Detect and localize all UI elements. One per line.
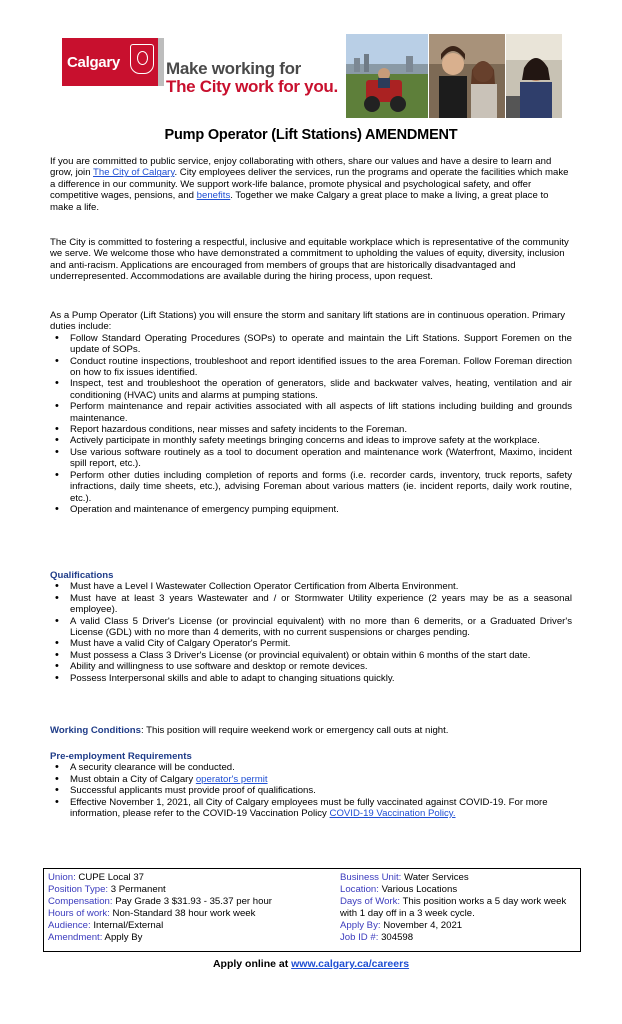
working-conditions <box>50 725 572 736</box>
business-unit-row <box>340 872 578 884</box>
amendment-row <box>48 932 334 944</box>
business-unit-value: Water Services <box>401 872 469 883</box>
list-item: • Perform other duties including completion of reports and forms (i.e. recorder cards, inventory, truck reports, safety infractions, daily time sheets, etc.), advising Foreman about various matters (ie. incident reports, daily work routine, etc.). <box>50 470 572 504</box>
working-conditions-text: : This position will require weekend work or emergency call outs at night. <box>140 725 449 736</box>
duties-list <box>50 333 572 516</box>
inclusion-paragraph: The City is committed to fostering a respectful, inclusive and equitable workplace which is representative of the community we serve. We welcome those who have demonstrated a commitment to upholding the values of equity, diversity, inclusion and anti-racism. Applications are encouraged from members of groups that are historically disadvantaged and underrepresented. Accommodations are available during the hiring process, upon request. <box>50 237 569 283</box>
location-row <box>340 884 578 896</box>
summary-right-column <box>340 872 578 944</box>
logo-text: Calgary <box>67 53 120 71</box>
list-item: • Conduct routine inspections, troubleshoot and report identified issues to the area Foreman. Follow Foreman direction on how to fix issues identified. <box>50 356 572 379</box>
location-label: Location: <box>340 884 379 895</box>
vaccination-text: Effective November 1, 2021, all City of Calgary employees must be fully vaccinated against COVID-19. For more information, please refer to the COVID-19 Vaccination Policy <box>70 796 548 820</box>
audience-label: Audience: <box>48 920 91 931</box>
list-item: • Must have at least 3 years Wastewater and / or Stormwater Utility experience (2 years may be as a seasonal employee). <box>50 593 572 616</box>
hours-label: Hours of work: <box>48 908 110 919</box>
working-conditions-heading: Working Conditions <box>50 725 141 736</box>
vaccination-policy-link[interactable]: COVID-19 Vaccination Policy. <box>329 808 456 820</box>
logo-divider <box>158 38 164 86</box>
qualifications-list <box>50 581 572 684</box>
intro-text-2: . City employees deliver the services, run the programs and operate the facilities which make a difference in our community. We support work-life balance, promote physical and psychological safety, and offer competitive wages, pensions, and <box>50 167 569 202</box>
tagline-line1: Make working for <box>166 59 302 78</box>
audience-row <box>48 920 334 932</box>
compensation-label: Compensation: <box>48 896 113 907</box>
pre-employment-list <box>50 762 572 819</box>
qualifications-heading: Qualifications <box>50 570 114 581</box>
qualifications-section <box>50 570 572 684</box>
pre-employment-section <box>50 751 572 819</box>
apply-by-row <box>340 920 578 932</box>
list-item: • Operation and maintenance of emergency pumping equipment. <box>50 504 572 515</box>
business-unit-label: Business Unit: <box>340 872 402 883</box>
hours-row <box>48 908 334 920</box>
job-id-label: Job ID #: <box>340 932 379 943</box>
audience-value: Internal/External <box>90 920 164 931</box>
job-summary-table <box>43 868 581 952</box>
apply-online <box>0 958 622 970</box>
hours-value: Non-Standard 38 hour work week <box>109 908 256 919</box>
list-item: • Must have a Level I Wastewater Collection Operator Certification from Alberta Environment. <box>50 581 572 592</box>
list-item: • A security clearance will be conducted. <box>50 762 572 773</box>
duties-intro: As a Pump Operator (Lift Stations) you will ensure the storm and sanitary lift stations are in continuous operation. Primary duties include: <box>50 310 566 333</box>
days-of-work-value: This position works a 5 day work week with 1 day off in a 3 week cycle. <box>340 896 567 919</box>
position-type-row <box>48 884 334 896</box>
days-of-work-row <box>340 896 578 920</box>
crest-icon <box>130 44 154 74</box>
compensation-value: Pay Grade 3 $31.93 - 35.37 per hour <box>112 896 272 907</box>
list-item: • Must possess a Class 3 Driver's License (or provincial equivalent) or obtain within 6 months of the start date. <box>50 650 572 661</box>
amendment-value: Apply By <box>102 932 143 943</box>
job-id-row <box>340 932 578 944</box>
intro-text-1: If you are committed to public service, enjoy collaborating with others, share our values and have a desire to learn and grow, join <box>50 156 552 179</box>
list-item: • Perform maintenance and repair activities associated with all aspects of lift stations including building and grounds maintenance. <box>50 401 572 424</box>
list-item <box>50 797 572 820</box>
compensation-row <box>48 896 334 908</box>
list-item: • Inspect, test and troubleshoot the operation of generators, slide and backwater valves, heating, ventilation and air conditioning (HVAC) units and alarms at pumping stations. <box>50 378 572 401</box>
union-value: CUPE Local 37 <box>75 872 144 883</box>
header-banner <box>62 34 562 118</box>
office-workers-photo <box>429 34 505 118</box>
list-item: • Actively participate in monthly safety meetings bringing concerns and ideas to improve safety at the workplace. <box>50 435 572 446</box>
intro-paragraph <box>50 156 572 213</box>
union-row <box>48 872 334 884</box>
list-item: • Successful applicants must provide proof of qualifications. <box>50 785 572 796</box>
intro-text-3: . Together we make Calgary a great place to make a living, a great place to make a life. <box>50 190 549 213</box>
union-label: Union: <box>48 872 76 883</box>
bus-driver-photo <box>506 34 562 118</box>
operators-permit-link[interactable]: operator's permit <box>195 773 268 785</box>
list-item: • Follow Standard Operating Procedures (SOPs) to operate and maintain the Lift Stations. Support Foremen on the update of SOPs. <box>50 333 572 356</box>
summary-left-column <box>48 872 334 944</box>
list-item <box>50 774 572 785</box>
permit-text: Must obtain a City of Calgary <box>70 773 196 785</box>
pre-employment-heading: Pre-employment Requirements <box>50 751 192 762</box>
apply-by-value: November 4, 2021 <box>380 920 463 931</box>
position-type-value: 3 Permanent <box>108 884 166 895</box>
list-item: • Must have a valid City of Calgary Operator's Permit. <box>50 638 572 649</box>
tagline <box>166 60 338 96</box>
list-item: • Use various software routinely as a tool to document operation and maintenance work (Waterfront, Maximo, incident spill report, etc.). <box>50 447 572 470</box>
job-id-value: 304598 <box>378 932 414 943</box>
city-of-calgary-link[interactable]: The City of Calgary <box>93 167 175 179</box>
days-of-work-label: Days of Work: <box>340 896 401 907</box>
worker-mower-photo <box>346 34 428 118</box>
position-type-label: Position Type: <box>48 884 109 895</box>
list-item: • A valid Class 5 Driver's License (or provincial equivalent) with no more than 6 demerits, or a Graduated Driver's License (GDL) with no more than 4 demerits, with no current suspensions or charges pending. <box>50 616 572 639</box>
duties-section <box>50 310 572 515</box>
tagline-line2: The City work for you. <box>166 77 338 96</box>
benefits-link[interactable]: benefits <box>196 190 231 202</box>
list-item: • Possess Interpersonal skills and able to adapt to changing situations quickly. <box>50 673 572 684</box>
list-item: • Ability and willingness to use software and desktop or remote devices. <box>50 661 572 672</box>
location-value: Various Locations <box>378 884 458 895</box>
amendment-label: Amendment: <box>48 932 103 943</box>
page-title: Pump Operator (Lift Stations) AMENDMENT <box>164 127 458 143</box>
careers-link[interactable]: www.calgary.ca/careers <box>291 958 410 970</box>
apply-text: Apply online at <box>212 958 292 970</box>
list-item: • Report hazardous conditions, near misses and safety incidents to the Foreman. <box>50 424 572 435</box>
apply-by-label: Apply By: <box>340 920 381 931</box>
